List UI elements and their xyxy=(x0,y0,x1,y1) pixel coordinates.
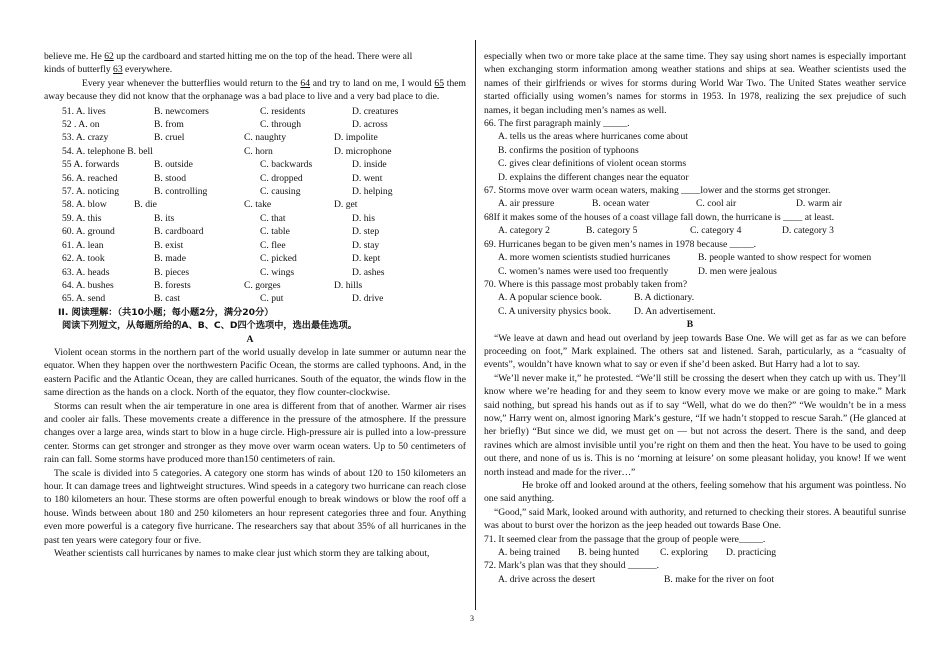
cloze-options xyxy=(44,105,466,306)
passage-b-paragraph: He broke off and looked around at the others, feeling somehow that his argument was pointless. No one said anything. xyxy=(484,480,906,505)
options-row: A. more women scientists studied hurricanes B. people wanted to show respect for women xyxy=(498,252,872,264)
options-row: 60. A. ground B. cardboard C. table D. step xyxy=(62,226,380,238)
passage-b-paragraph: “We’ll never make it,” he protested. “We’ll still be crossing the desert when they catch up with us. They’ll know where we’re heading for and they seem to know every move we make or are going to make.” Mark said nothing, but spread his hands out as if to say “Well, what do we do then?” “We wouldn’t be in a mess now,” Harry went on, almost ignoring Mark’s gesture, “If we hadn’t stopped to rescue Sarah.” (He glanced at her briefly) “But since we did, we must get on — but not across the desert. There is the sand, and deep ravines which are almost invisible until you’re right on them and then the heat. You have to be used to going out there, and none of us is. This is no ‘morning at leisure’ on some pleasant holiday, you know! If we went north instead and made for the river…” xyxy=(484,372,906,478)
options-row: 57. A. noticing B. controlling C. causing D. helping xyxy=(62,186,393,198)
answer-option: C. gives clear definitions of violent ocean storms xyxy=(498,158,687,170)
question-66: 66. The first paragraph mainly _____. xyxy=(484,118,630,130)
passage-b-paragraph: “We leave at dawn and head out overland by jeep towards Base One. We will get as far as we can before proceeding on foot,” Mark explained. The others sat and listened. Sarah, particularly, as a “casualty of events”, wouldn’t have known what to say or even if she’d been asked. But Harry had a lot to say. xyxy=(484,332,906,371)
options-row: 53. A. crazy B. cruel C. naughty D. impolite xyxy=(62,132,378,144)
options-row: A. air pressure B. ocean water C. cool air D. warm air xyxy=(498,198,843,210)
options-row: 65. A. send B. cast C. put D. drive xyxy=(62,293,384,305)
blank-65: 65 xyxy=(434,77,445,89)
options-row: 52 . A. on B. from C. through D. across xyxy=(62,119,388,131)
blank-64: 64 xyxy=(300,77,311,89)
options-row: 63. A. heads B. pieces C. wings D. ashes xyxy=(62,266,385,278)
answer-option: B. confirms the position of typhoons xyxy=(498,144,639,156)
passage-a-paragraph: Storms can result when the air temperature in one area is different from that of another. Warmer air rises and cooler air falls. These movements create a difference in the pressure of the atmosphere. If the pressure changes over a large area, winds start to blow in a huge circle. High-pressure air is pulled into a low-pressure center. Storms can get stronger and stronger as they move over warm ocean waters. Up to 50 centimeters of rain can fall. Some storms have produced more than150 centimeters of rain. xyxy=(44,400,466,466)
intro-line-2: kinds of butterfly 63 everywhere. xyxy=(44,64,173,76)
page-number: 3 xyxy=(470,614,474,623)
options-row: A. category 2 B. category 5 C. category 4 D. category 3 xyxy=(498,225,834,237)
passage-a-paragraph: The scale is divided into 5 categories. A category one storm has winds of about 120 to 150 kilometers an hour. It can damage trees and lightweight structures. Wind speeds in a category two hurricane can reach close to 180 kilometers an hour. These storms are often powerful enough to break windows or blow the roof off a house. Winds between about 180 and 250 kilometers an hour represent categories three and four. Anything even more powerful is a category five hurricane. The researchers say that about 35% of all hurricanes in the past ten years were category four or five. xyxy=(44,467,466,546)
section-instructions: 阅读下列短文，从每题所给的A、B、C、D四个选项中，选出最佳选项。 xyxy=(62,320,357,332)
passage-a-paragraph: Weather scientists call hurricanes by names to make clear just which storm they are talking about, xyxy=(54,548,430,560)
options-row: A. drive across the desert B. make for the river on foot xyxy=(498,573,775,585)
section-title: II. 阅读理解：（共10小题；每小题2分，满分20分） xyxy=(58,306,274,318)
options-row: 54. A. telephone B. bell C. horn D. microphone xyxy=(62,145,392,157)
question-69: 69. Hurricanes began to be given men’s names in 1978 because _____. xyxy=(484,238,757,250)
question-72: 72. Mark’s plan was that they should ______. xyxy=(484,560,660,572)
blank-62: 62 xyxy=(104,51,114,62)
options-row: A. being trained B. being hunted C. exploring D. practicing xyxy=(498,547,777,559)
answer-option: A. tells us the areas where hurricanes come about xyxy=(498,131,688,143)
passage-a-continued: especially when two or more take place at the same time. They say using short names is especially important when exchanging storm information among weather stations and ships at sea. Weather scientists used the names of their girlfriends or wives for storms during World War Two. The United States weather service started officially using women’s names for storms in 1953. In 1978, realizing the sex prejudice of such names, it began including men’s names as well. xyxy=(484,51,906,116)
options-row: C. A university physics book. D. An advertisement. xyxy=(498,305,716,317)
passage-b-paragraph: “Good,” said Mark, looked around with authority, and returned to checking their stores. A beautiful sunrise was about to burst over the horizon as the jeep headed out towards Base One. xyxy=(484,506,906,532)
options-row: C. women’s names were used too frequently D. men were jealous xyxy=(498,265,777,277)
question-71: 71. It seemed clear from the passage that the group of people were_____. xyxy=(484,533,766,545)
every-year-paragraph: Every year whenever the butterflies would return to the 64 and try to land on me, I would 65 them away because they did not know that the orphanage was a bad place to live and a very bad place to die. xyxy=(44,77,466,103)
options-row: 56. A. reached B. stood C. dropped D. went xyxy=(62,172,383,184)
options-row: A. A popular science book. B. A dictionary. xyxy=(498,292,695,304)
options-row: 55 A. forwards B. outside C. backwards D. inside xyxy=(62,159,387,171)
passage-b-label: B xyxy=(686,319,694,331)
right-column xyxy=(484,50,906,586)
passage-a-paragraph: Violent ocean storms in the northern part of the world usually develop in late summer or autumn near the equator. When they happen over the northwestern Pacific Ocean, the storms are called typhoons. And, in the eastern Pacific and the Atlantic Ocean, they are called hurricanes. South of the equator, the winds flow in the same direction as the hands on a clock. North of the equator, they flow counter-clockwise. xyxy=(44,346,466,399)
question-67: 67. Storms move over warm ocean waters, making ____lower and the storms get stronger. xyxy=(484,185,831,197)
answer-option: D. explains the different changes near the equator xyxy=(498,171,689,183)
options-row: 62. A. took B. made C. picked D. kept xyxy=(62,253,381,265)
left-column xyxy=(44,50,466,560)
passage-a-label: A xyxy=(246,333,254,345)
options-row: 58. A. blow B. die C. take D. get xyxy=(62,199,358,211)
options-row: 59. A. this B. its C. that D. his xyxy=(62,212,375,224)
options-row: 64. A. bushes B. forests C. gorges D. hills xyxy=(62,279,363,291)
options-row: 61. A. lean B. exist C. flee D. stay xyxy=(62,239,380,251)
options-row: 51. A. lives B. newcomers C. residents D. creatures xyxy=(62,105,399,117)
question-68: 68If it makes some of the houses of a coast village fall down, the hurricane is ____ at least. xyxy=(484,211,835,223)
question-70: 70. Where is this passage most probably taken from? xyxy=(484,278,688,290)
blank-63: 63 xyxy=(113,64,123,76)
intro-line-1: believe me. He 62 up the cardboard and started hitting me on the top of the head. There were all xyxy=(44,51,413,62)
